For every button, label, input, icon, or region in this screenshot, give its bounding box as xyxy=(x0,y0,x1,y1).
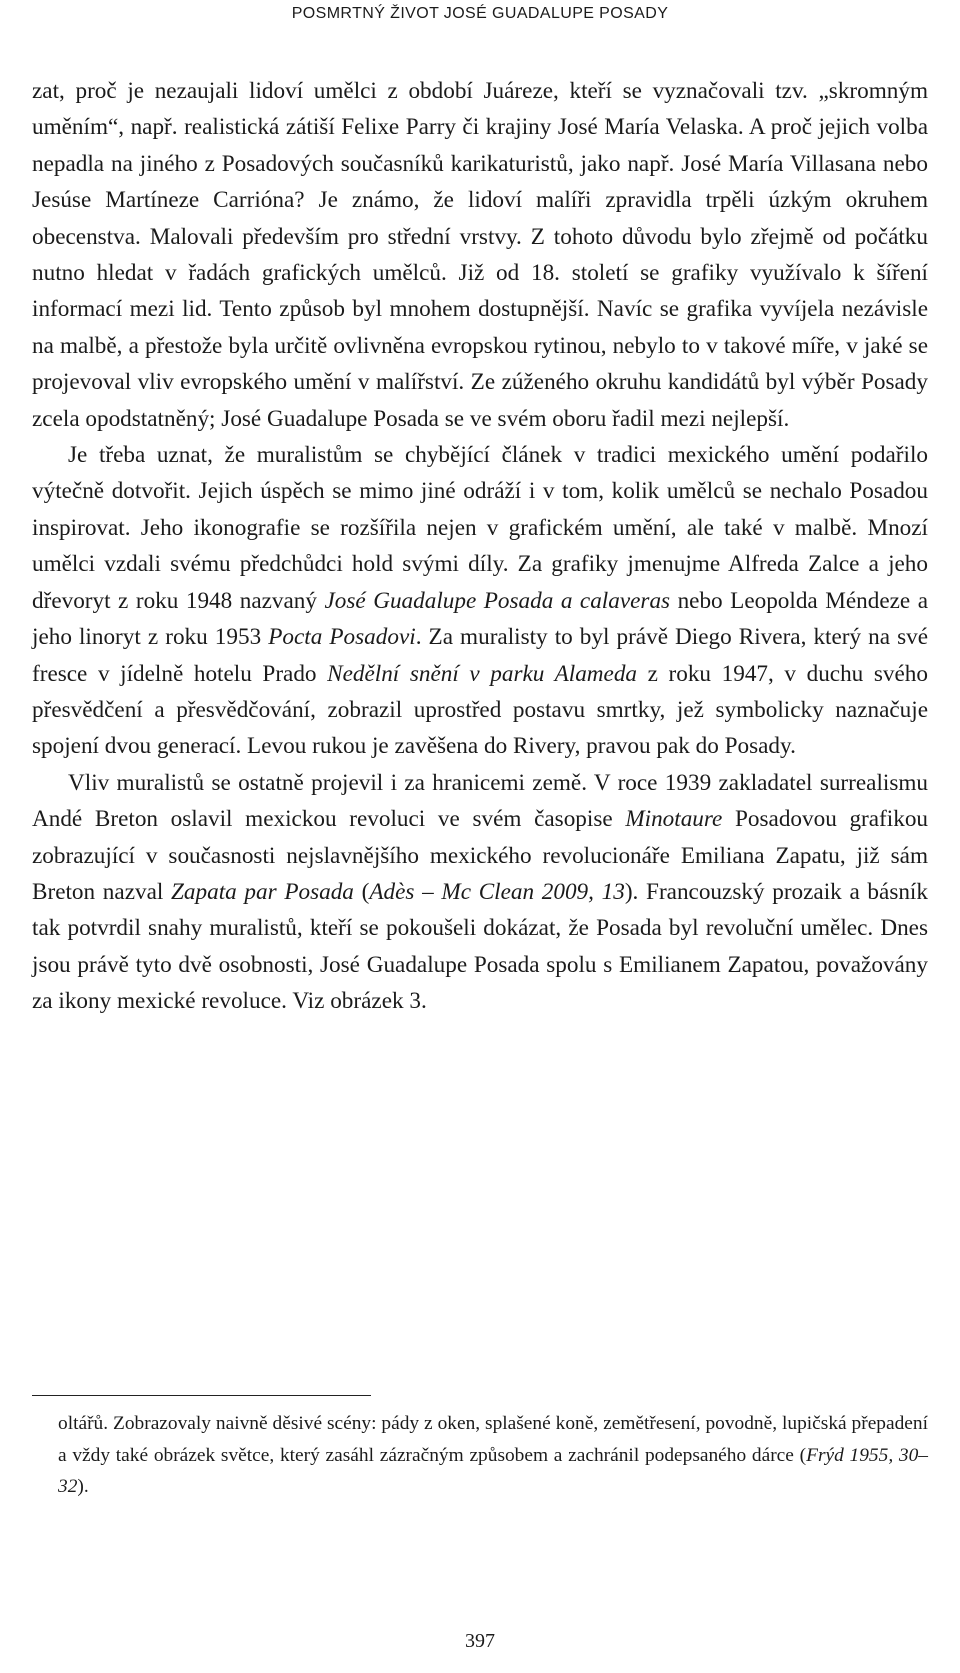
paragraph-2 xyxy=(32,437,928,765)
footnote-text-c: ). xyxy=(77,1476,89,1498)
main-text xyxy=(32,73,928,1020)
paragraph-3-text-e: ( xyxy=(353,878,370,905)
paragraph-3 xyxy=(32,765,928,1020)
footnote-text xyxy=(58,1408,928,1503)
citation-ades: Adès – Mc Clean 2009, 13 xyxy=(369,878,625,905)
paragraph-3-text-a: Vliv muralistů se ostatně projevil i za hranicemi země. V roce 1939 zakladatel surrealismu Andé Breton oslavil mexickou revoluci ve svém časopise xyxy=(32,769,928,833)
footnote xyxy=(58,1408,928,1503)
page-number: 397 xyxy=(465,1630,495,1652)
magazine-title: Minotaure xyxy=(625,806,723,833)
paragraph-2-text-g: z roku 1947, v duchu svého přesvědčení a přesvědčování, zobrazil uprostřed postavu smrtky, jež symbolicky naznačuje spojení dvou generací. Levou rukou je zavěšena do Rivery, pravou pak do Posady. xyxy=(32,660,928,760)
running-header: POSMRTNÝ ŽIVOT JOSÉ GUADALUPE POSADY xyxy=(291,5,669,22)
paragraph-2-text-a: Je třeba uznat, že muralistům se chybějící článek v tradici mexického umění podařilo výtečně dotvořit. Jejich úspěch se mimo jiné odráží i v tom, kolik umělců se nechalo Posadou inspirovat. Jeho ikonografie se rozšířila nejen v grafickém umění, ale také v malbě. Mnozí umělci vzdali svému předchůdci hold svými díly. Za grafiky jmenujme Alfreda Zalce a jeho dřevoryt z roku 1948 nazvaný xyxy=(32,442,928,614)
paragraph-2-text-e: . Za muralisty to byl právě Diego Rivera, který na své fresce v jídelně hotelu Prado xyxy=(32,624,928,687)
artwork-title-rivera: Nedělní snění v parku Alameda xyxy=(327,660,638,687)
paragraph-2-text-c: nebo Leopolda Méndeze a jeho linoryt z roku 1953 xyxy=(32,587,928,651)
paragraph-3-text-c: Posadovou grafikou zobrazující v současnosti nejslavnějšího mexického revolucionáře Emiliana Zapatu, již sám Breton nazval xyxy=(32,806,929,905)
artwork-title-zapata: Zapata par Posada xyxy=(171,878,354,905)
artwork-title-mendez: Pocta Posadovi xyxy=(268,624,416,651)
footnote-text-a: oltářů. Zobrazovaly naivně děsivé scény: pády z oken, splašené koně, zemětřesení, povodně, lupičská přepadení a vždy také obrázek světce, který zasáhl zázračným způsobem a zachránil podepsaného dárce ( xyxy=(58,1413,928,1466)
paragraph-1: zat, proč je nezaujali lidoví umělci z období Juáreze, kteří se vyznačovali tzv. „skromným uměním“, např. realistická zátiší Felixe Parry či krajiny José María Velaska. A proč jejich volba nepadla na jiného z Posadových současníků karikaturistů, jako např. José María Villasana nebo Jesúse Martíneze Carrióna? Je známo, že lidoví malíři zpravidla trpěli úzkým okruhem obecenstva. Malovali především pro střední vrstvy. Z tohoto důvodu bylo zřejmě od počátku nutno hledat v řadách grafických umělců. Již od 18. století se grafiky využívalo k šíření informací mezi lid. Tento způsob byl mnohem dostupnější. Navíc se grafika vyvíjela nezávisle na malbě, a přestože byla určitě ovlivněna evropskou rytinou, nebylo to v takové míře, v jaké se projevoval vliv evropského umění v malířství. Ze zúženého okruhu kandidátů byl výběr Posady zcela opodstatněný; José Guadalupe Posada se ve svém oboru řadil mezi nejlepší. xyxy=(32,78,928,432)
paragraph-3-text-g: ). Francouzský prozaik a básník tak potvrdil snahy muralistů, kteří se pokoušeli dokázat, že Posada byl revoluční umělec. Dnes jsou právě tyto dvě osobnosti, José Guadalupe Posada spolu s Emilianem Zapatou, považovány za ikony mexické revoluce. Viz obrázek 3. xyxy=(32,878,928,1015)
citation-fryd: Frýd 1955, 30–32 xyxy=(58,1444,929,1498)
artwork-title-zalce: José Guadalupe Posada a calaveras xyxy=(324,587,671,614)
footnote-separator xyxy=(32,1395,371,1396)
